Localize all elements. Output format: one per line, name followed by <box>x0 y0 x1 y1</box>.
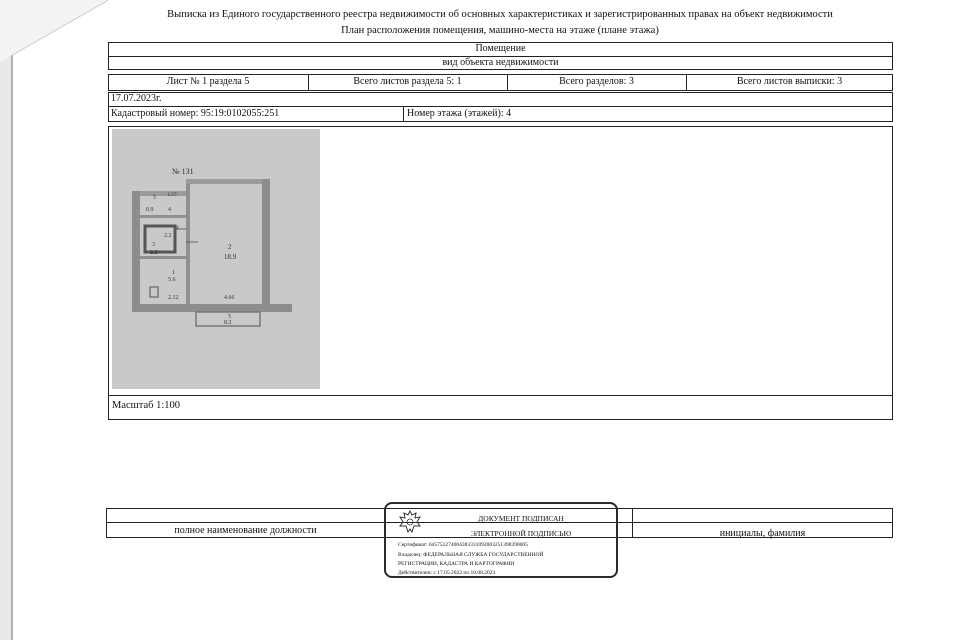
stamp-line-1: ДОКУМЕНТ ПОДПИСАН <box>478 514 564 523</box>
plan-label: 4 <box>176 225 179 231</box>
floor-plan-image <box>112 129 320 389</box>
plan-label: 18.9 <box>224 253 237 261</box>
stamp-line-2: ЭЛЕКТРОННОЙ ПОДПИСЬЮ <box>470 529 572 538</box>
total-sheets-extract: Всего листов выписки: 3 <box>736 76 843 87</box>
plan-label: 1 <box>172 270 175 276</box>
stamp-validity: Действителен: с 17.05.2022 по 10.08.2023 <box>398 570 496 576</box>
sheet-number: Лист № 1 раздела 5 <box>166 76 250 87</box>
plan-label: № 131 <box>172 167 194 176</box>
divider <box>108 106 893 107</box>
stamp-owner-2: РЕГИСТРАЦИИ, КАДАСТРА И КАРТОГРАФИИ <box>398 561 515 567</box>
divider <box>403 106 404 122</box>
document-title: Выписка из Единого государственного реестра недвижимости об основных характеристиках и зарегистрированных правах на объект недвижимости <box>167 9 833 20</box>
extract-date: 17.07.2023г. <box>111 93 162 104</box>
plan-label: 2.2 <box>150 250 158 256</box>
stamp-owner: Владелец: ФЕДЕРАЛЬНАЯ СЛУЖБА ГОСУДАРСТВЕННОЙ <box>398 552 544 558</box>
floor-number: Номер этажа (этажей): 4 <box>407 108 512 119</box>
position-caption: полное наименование должности <box>174 525 317 536</box>
object-type-caption: вид объекта недвижимости <box>442 57 559 68</box>
divider <box>108 395 893 396</box>
plan-label: 0.9 <box>146 207 154 213</box>
plan-label: 4 <box>168 207 171 213</box>
object-type: Помещение <box>475 43 526 54</box>
plan-label: 5 <box>153 195 156 201</box>
electronic-signature-stamp <box>384 502 618 578</box>
name-caption: инициалы, фамилия <box>719 528 806 539</box>
stamp-certificate: Сертификат: 645751274004383331092003251398390005 <box>398 542 528 548</box>
emblem-icon <box>398 508 422 536</box>
plan-label: 2.2 <box>164 233 172 239</box>
total-sections: Всего разделов: 3 <box>559 76 634 87</box>
cadastral-number: Кадастровый номер: 95:19:0102055:251 <box>111 108 280 119</box>
total-sheets-section: Всего листов раздела 5: 1 <box>353 76 462 87</box>
plan-label: 8.2 <box>224 320 232 326</box>
plan-label: 5 <box>228 314 231 320</box>
scale-label: Масштаб 1:100 <box>112 400 181 411</box>
plan-label: 2 <box>228 243 232 251</box>
floor-plan-drawing <box>112 129 320 389</box>
plan-label: 3 <box>152 242 155 248</box>
plan-label: 2.12 <box>168 295 179 301</box>
document-subtitle: План расположения помещения, машино-места на этаже (плане этажа) <box>341 25 659 36</box>
plan-label: 4.66 <box>224 295 235 301</box>
plan-label: 5.6 <box>168 277 176 283</box>
plan-label: 1.57 <box>167 192 177 198</box>
